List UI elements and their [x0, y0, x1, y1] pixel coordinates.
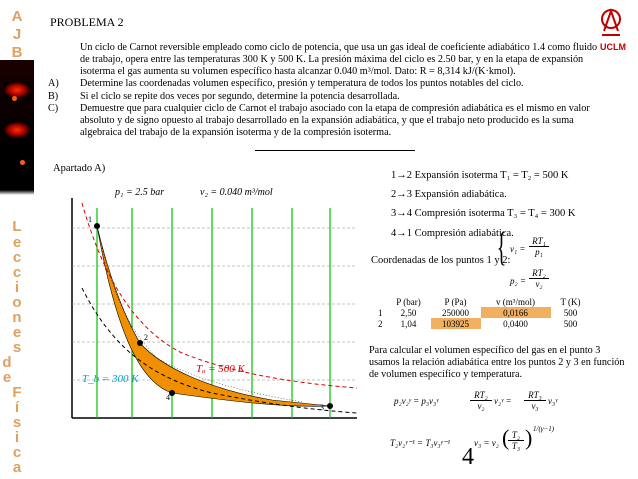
table-row: 1 2,50 250000 0,0166 500	[378, 307, 578, 318]
fire-icon	[4, 82, 30, 98]
table-header: P (Pa)	[444, 296, 467, 307]
equation-adiabatic-frac-left: $\frac{\text{RT₂}}{\text{v₂}}$	[470, 390, 492, 411]
coord-label: Coordenadas de los puntos 1 y 2:	[371, 255, 511, 266]
page-number: 4	[462, 444, 474, 470]
sidebar-letter: o	[12, 294, 22, 311]
formula-v1-frac: $\frac{\text{RT₁}}{\text{p₁}}$	[529, 236, 549, 257]
sidebar-letter: n	[12, 309, 22, 326]
step-4-1: 4→1 Compresión adiabática.	[391, 228, 514, 239]
equation-adiabatic-end: v₃ᵞ	[548, 396, 558, 406]
equation-v3-frac: $\frac{\text{T₂}}{\text{T₃}}$	[508, 430, 524, 451]
sidebar-letter: c	[12, 444, 22, 461]
spark-icon	[20, 160, 25, 165]
item-label-a: A)	[48, 78, 59, 89]
sidebar-letter: e	[12, 324, 22, 341]
isotherm-hot	[82, 203, 357, 388]
item-text-b: Si el ciclo se repite dos veces por segundo, determine la potencia desarrollada.	[80, 91, 400, 102]
chart-label-v2: v₂ = 0.040 m³/mol	[200, 187, 273, 198]
point-3	[327, 403, 333, 409]
sidebar-letter: c	[12, 249, 22, 266]
points-table	[374, 296, 591, 329]
paren-open: (	[502, 425, 510, 450]
ucl-logo-text: UCLM	[600, 42, 626, 52]
sidebar-letter: a	[12, 459, 22, 476]
table-row: 2 1,04 103925 0,0400 500	[378, 318, 578, 329]
item-text-a: Determine las coordenadas volumen específico, presión y temperatura de todos los puntos notables del ciclo.	[80, 78, 524, 89]
sidebar-letter: c	[12, 264, 22, 281]
calc-explanation: Para calcular el volumen específico del gas en el punto 3 usamos la relación adiabática entre los puntos 2 y 3 en función de volumen específico y temperatura.	[369, 345, 625, 381]
ucl-logo-icon	[596, 7, 626, 39]
sidebar-letter: s	[12, 339, 22, 356]
section-heading: Apartado A)	[53, 163, 106, 174]
chart-point-label-4: 4	[166, 393, 170, 402]
paren-close: )	[525, 425, 533, 450]
equation-v3-lhs: v₃ = v₂	[474, 438, 499, 448]
chart-point-label-3: 3	[320, 403, 324, 412]
divider	[255, 150, 415, 151]
sidebar-letter: d	[2, 354, 12, 371]
chart-point-label-1: 1	[88, 215, 92, 224]
sidebar-letter: F	[12, 384, 22, 401]
formula-p2-frac: $\frac{\text{RT₂}}{\text{v₂}}$	[529, 268, 549, 289]
sidebar-letter: i	[14, 279, 20, 296]
sidebar-letter: J	[12, 26, 22, 43]
chart-label-p1: p₁ = 2.5 bar	[115, 187, 165, 198]
chart-point-label-2: 2	[144, 333, 148, 342]
chart-label-ta: Tₐ = 500 K	[196, 363, 245, 375]
table-header	[374, 296, 387, 307]
table-header: T (K)	[560, 296, 581, 307]
sidebar-letter: s	[12, 414, 22, 431]
brace: {	[496, 224, 507, 269]
table-header-row	[374, 296, 591, 307]
sidebar-letter: e	[2, 369, 12, 386]
step-2-3: 2→3 Expansión adiabática.	[391, 189, 507, 200]
point-2	[137, 340, 143, 346]
chart-label-tb: T_b = 300 K	[82, 373, 139, 385]
sidebar	[0, 0, 34, 479]
sidebar-letter: í	[14, 399, 20, 416]
sidebar-letter: A	[11, 8, 23, 25]
problem-intro: Un ciclo de Carnot reversible empleado como ciclo de potencia, que usa un gas ideal de coeficiente adiabático 1.4 como fluido de trabajo, opera entre las temperaturas 300 K y 500 K. La presión máxima del ciclo es 2.50 bar, y en la etapa de expansión isoterma el gas aumenta su volumen específico hasta alcanzar 0.040 m³/mol. Dato: R = 8,314 kJ/(K·kmol).	[80, 42, 598, 78]
equation-adiabatic-mid: v₂ᵞ =	[494, 396, 512, 406]
table-header: v (m³/mol)	[496, 296, 535, 307]
sidebar-letter: i	[14, 429, 20, 446]
step-3-4: 3→4 Compresión isoterma T₃ = T₄ = 300 K	[391, 208, 576, 219]
sidebar-letter: L	[12, 218, 22, 235]
formula-p2-lhs: p₂ =	[510, 276, 526, 286]
equation-adiabatic-frac-right: $\frac{\text{RT₃}}{\text{v₃}}$	[524, 390, 546, 411]
page-title: PROBLEMA 2	[50, 15, 124, 29]
pv-diagram	[62, 178, 362, 426]
equation-v3-exponent: 1/(γ−1)	[533, 425, 555, 433]
item-label-c: C)	[48, 103, 59, 114]
fire-icon	[4, 122, 30, 138]
equation-adiabatic-t: T₂v₂ᵞ⁻¹ = T₃v₃ᵞ⁻¹	[390, 438, 451, 448]
sidebar-letter: e	[12, 234, 22, 251]
formula-v1-lhs: v₁ =	[510, 244, 526, 254]
item-text-c: Demuestre que para cualquier ciclo de Carnot el trabajo asociado con la etapa de compresión adiabática es el mismo en valor absoluto y de signo opuesto al trabajo desarrollado en la expansión adiabática, y que el trabajo neto producido es la suma algebraica del trabajo de la expansión isoterma y de la compresión isoterma.	[80, 103, 590, 139]
spark-icon	[12, 96, 17, 101]
item-label-b: B)	[48, 91, 59, 102]
point-1	[94, 223, 100, 229]
table-header: P (bar)	[396, 296, 421, 307]
sidebar-letter: B	[11, 44, 23, 61]
equation-adiabatic-p: p₂v₂ᵞ = p₃v₃ᵞ	[394, 396, 439, 406]
step-1-2: 1→2 Expansión isoterma T₁ = T₂ = 500 K	[391, 170, 569, 181]
